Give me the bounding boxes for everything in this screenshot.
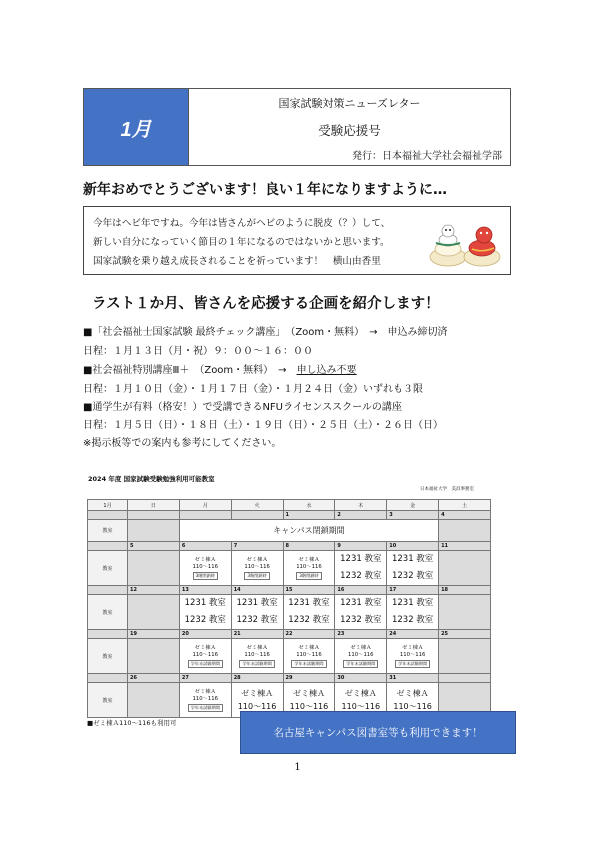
newsletter-title: 国家試験対策ニューズレター (278, 97, 421, 110)
date-cell: 7 (231, 542, 283, 551)
calendar-org: 日本福祉大学 美浜事務室 (420, 487, 474, 492)
newsletter-header (83, 88, 511, 166)
item-line-1: ■「社会福祉士国家試験 最終チェック講座」 （Zoom・無料） → 申込み締切済 (83, 327, 448, 338)
date-cell: 3 (387, 511, 439, 520)
room-cell: ゼミ棟Ａ 110〜116 学年末試験期間 (179, 683, 231, 718)
issue-title: 受験応援号 (318, 123, 381, 138)
date-cell (128, 511, 180, 520)
room-label: 教室 (88, 639, 128, 674)
date-cell: 8 (283, 542, 335, 551)
date-cell: 20 (179, 630, 231, 639)
weekday-fri: 金 (387, 500, 439, 511)
date-cell: 16 (335, 586, 387, 595)
room-cell: 1231 教室 1232 教室 (335, 551, 387, 586)
weekday-mon: 月 (179, 500, 231, 511)
week-2-rooms (88, 551, 491, 586)
week-2-dates (88, 542, 491, 551)
date-cell: 27 (179, 674, 231, 683)
room-cell: ゼミ棟Ａ 110〜116 学年末試験期間 (283, 639, 335, 674)
date-cell: 29 (283, 674, 335, 683)
month-label: 1月 (120, 118, 152, 141)
publisher: 発行：日本福祉大学社会福祉学部 (352, 151, 502, 162)
room-cell: ゼミ棟Ａ 110〜116 学年末試験期間 (179, 639, 231, 674)
date-cell: 24 (387, 630, 439, 639)
date-cell: 13 (179, 586, 231, 595)
room-cell: ゼミ棟Ａ 110〜116 3階閉鎖時 (179, 551, 231, 586)
date-cell (231, 511, 283, 520)
snake-illustration-icon (426, 213, 502, 269)
classroom-calendar (87, 499, 491, 718)
item-line-6: 日程：１月５日（日）・１８日（土）・１９日（日）・２５日（土）・２６日（日） (83, 420, 443, 431)
library-notice-box (240, 711, 516, 754)
date-cell: 1 (283, 511, 335, 520)
date-cell: 22 (283, 630, 335, 639)
message-box (83, 206, 511, 275)
date-cell: 23 (335, 630, 387, 639)
room-label: 教室 (88, 520, 128, 542)
week-1-rooms (88, 520, 491, 542)
room-cell: ゼミ棟Ａ 110〜116 (335, 683, 387, 718)
date-cell (179, 511, 231, 520)
room-cell: 1231 教室 1232 教室 (387, 595, 439, 630)
date-cell: 15 (283, 586, 335, 595)
date-cell: 2 (335, 511, 387, 520)
week-3-dates (88, 586, 491, 595)
room-cell: 1231 教室 1232 教室 (231, 595, 283, 630)
date-cell: 17 (387, 586, 439, 595)
room-cell: ゼミ棟Ａ 110〜116 3階閉鎖時 (231, 551, 283, 586)
week-4-rooms (88, 639, 491, 674)
date-cell: 21 (231, 630, 283, 639)
room-cell: 1231 教室 1232 教室 (179, 595, 231, 630)
campus-closed-cell: キャンパス閉鎖期間 (179, 520, 438, 542)
month-cell (84, 89, 189, 165)
page-number: 1 (294, 762, 301, 773)
room-cell: 1231 教室 1232 教室 (335, 595, 387, 630)
calendar-header-row (88, 500, 491, 511)
header-info (189, 89, 510, 165)
section-title: ラスト１か月、皆さんを応援する企画を紹介します！ (92, 296, 440, 312)
item-line-2: 日程：１月１３日（月・祝）９：００〜１６：００ (83, 346, 313, 357)
date-cell: 12 (128, 586, 180, 595)
room-label: 教室 (88, 595, 128, 630)
message-line-1: 今年はヘビ年ですね。今年は皆さんがヘビのように脱皮（？）して、 (93, 218, 391, 229)
week-3-rooms (88, 595, 491, 630)
weekday-sun: 日 (128, 500, 180, 511)
message-line-2: 新しい自分になっていく節目の１年になるのではないかと思います。 (93, 237, 390, 248)
item-line-3 (83, 361, 357, 376)
date-cell: 4 (439, 511, 491, 520)
date-cell: 25 (439, 630, 491, 639)
date-cell: 31 (387, 674, 439, 683)
library-notice-text: 名古屋キャンパス図書室等も利用できます！ (273, 727, 483, 739)
item-line-3-text: ■社会福祉特別講座Ⅲ＋ （Zoom・無料） → (83, 365, 297, 376)
calendar-month-header: 1月 (88, 500, 128, 511)
weekday-wed: 水 (283, 500, 335, 511)
message-line-3: 国家試験を乗り越え成長されることを祈っています！ 横山由香里 (93, 256, 381, 267)
date-cell: 10 (387, 542, 439, 551)
item-line-7: ※掲示板等での案内も参考にしてください。 (83, 438, 282, 449)
date-cell: 6 (179, 542, 231, 551)
date-cell: 9 (335, 542, 387, 551)
date-cell: 19 (128, 630, 180, 639)
room-cell: ゼミ棟Ａ 110〜116 学年末試験期間 (231, 639, 283, 674)
date-cell: 14 (231, 586, 283, 595)
date-cell: 26 (128, 674, 180, 683)
item-line-4: 日程：１月１０日（金）・１月１７日（金）・１月２４日（金）いずれも３限 (83, 384, 423, 395)
bottom-note: ■ゼミ棟Ａ110〜116も利用可 (87, 719, 177, 727)
week-5-dates (88, 674, 491, 683)
room-cell: ゼミ棟Ａ 110〜116 (387, 683, 439, 718)
date-cell: 5 (128, 542, 180, 551)
room-label: 教室 (88, 551, 128, 586)
room-cell: ゼミ棟Ａ 110〜116 学年末試験期間 (335, 639, 387, 674)
weekday-thu: 木 (335, 500, 387, 511)
room-label: 教室 (88, 683, 128, 718)
room-cell: ゼミ棟Ａ 110〜116 3階閉鎖時 (283, 551, 335, 586)
calendar-title: 2024 年度 国家試験受験勉強利用可能教室 (88, 475, 215, 483)
date-cell (439, 674, 491, 683)
item-line-5: ■通学生が有料（格安！）で受講できるNFUライセンススクールの講座 (83, 402, 402, 413)
greeting-heading: 新年おめでとうございます！良い１年になりますように… (83, 182, 447, 198)
date-cell: 28 (231, 674, 283, 683)
room-cell: ゼミ棟Ａ 110〜116 学年末試験期間 (387, 639, 439, 674)
date-cell: 11 (439, 542, 491, 551)
room-cell: 1231 教室 1232 教室 (283, 595, 335, 630)
room-cell: ゼミ棟Ａ 110〜116 (231, 683, 283, 718)
room-cell: 1231 教室 1232 教室 (387, 551, 439, 586)
weekday-sat: 土 (439, 500, 491, 511)
week-1-dates (88, 511, 491, 520)
room-cell: ゼミ棟Ａ 110〜116 (283, 683, 335, 718)
week-4-dates (88, 630, 491, 639)
no-registration-text: 申し込み不要 (296, 365, 357, 376)
weekday-tue: 火 (231, 500, 283, 511)
date-cell: 30 (335, 674, 387, 683)
date-cell: 18 (439, 586, 491, 595)
